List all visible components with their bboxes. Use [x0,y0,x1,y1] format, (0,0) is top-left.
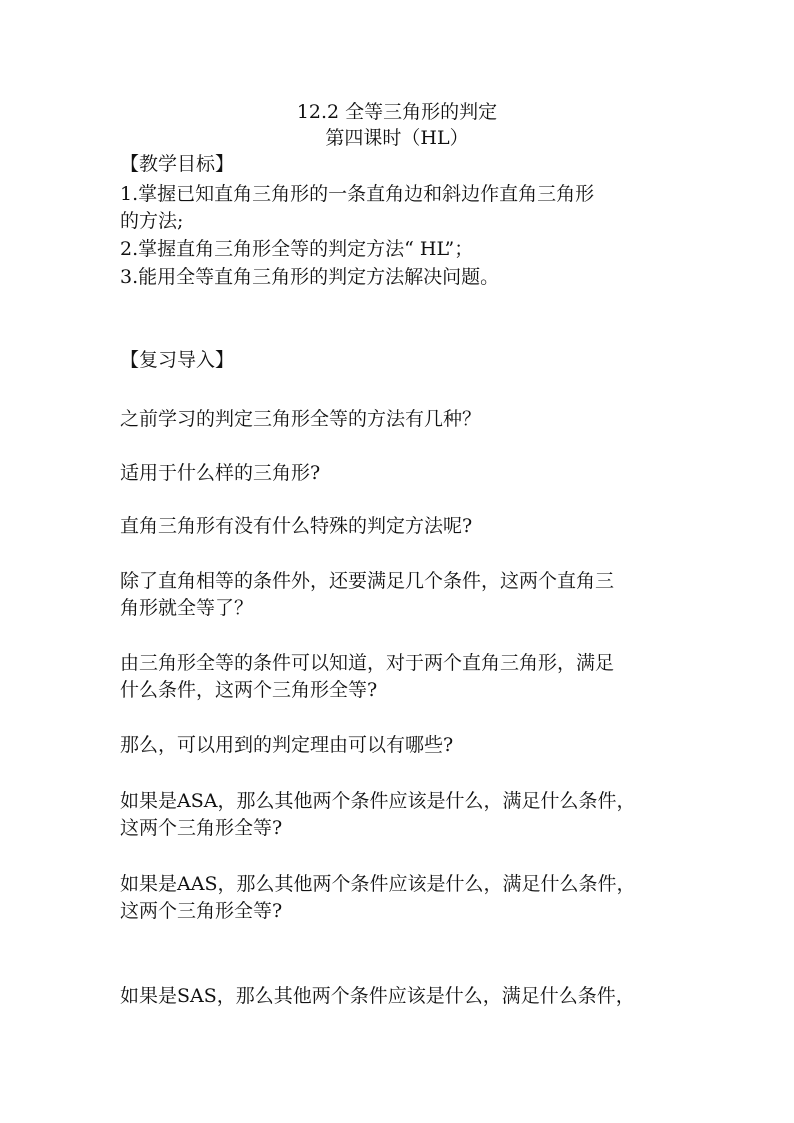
review-paragraph-5-line-2: 什么条件，这两个三角形全等? [120,679,378,701]
review-paragraph-8-line-2: 这两个三角形全等? [120,900,283,922]
review-paragraph-2: 适用于什么样的三角形? [120,462,321,484]
review-paragraph-3: 直角三角形有没有什么特殊的判定方法呢? [120,515,473,537]
review-paragraph-8-line-1: 如果是AAS，那么其他两个条件应该是什么，满足什么条件， [120,873,636,895]
review-paragraph-7-line-2: 这两个三角形全等? [120,817,283,839]
review-paragraph-7-line-1: 如果是ASA，那么其他两个条件应该是什么，满足什么条件， [120,790,636,812]
review-paragraph-5-line-1: 由三角形全等的条件可以知道，对于两个直角三角形，满足 [120,652,615,674]
review-paragraph-4-line-2: 角形就全等了？ [120,597,254,619]
objective-line-2: 的方法; [120,210,184,232]
objective-line-1: 1.掌握已知直角三角形的一条直角边和斜边作直角三角形 [120,183,595,205]
document-title: 12.2 全等三角形的判定 [296,101,498,123]
review-paragraph-6: 那么，可以用到的判定理由可以有哪些? [120,734,454,756]
review-paragraph-4-line-1: 除了直角相等的条件外，还要满足几个条件，这两个直角三 [120,570,615,592]
objectives-heading: 【教学目标】 [120,153,235,175]
document-subtitle: 第四课时（HL） [325,127,469,149]
objective-line-4: 3.能用全等直角三角形的判定方法解决问题。 [120,266,500,288]
review-heading: 【复习导入】 [120,349,235,371]
objective-line-3: 2.掌握直角三角形全等的判定方法“ HL”； [120,238,474,260]
review-paragraph-9: 如果是SAS，那么其他两个条件应该是什么，满足什么条件， [120,985,635,1007]
review-paragraph-1: 之前学习的判定三角形全等的方法有几种？ [120,408,482,430]
